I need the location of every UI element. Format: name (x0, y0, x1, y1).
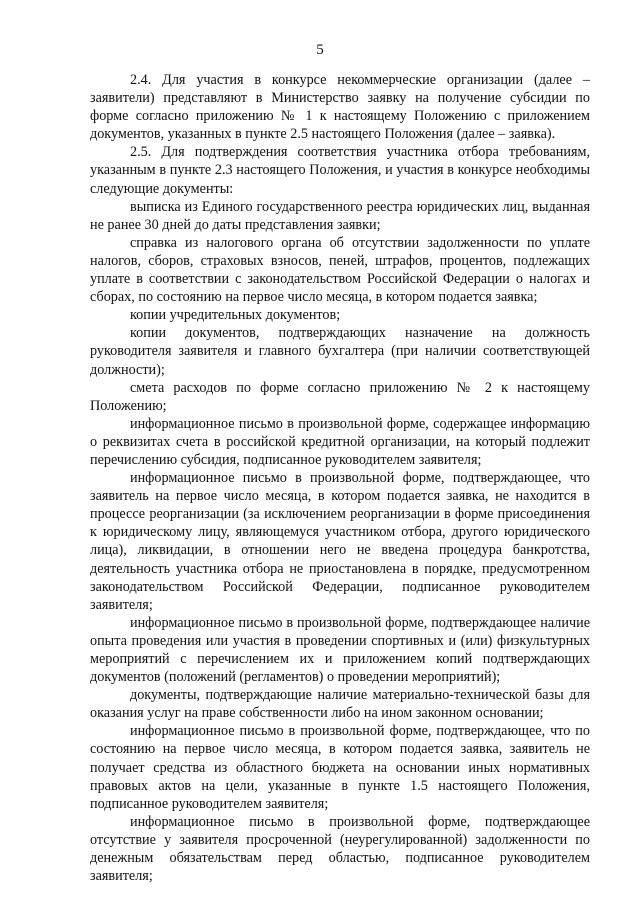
list-item-no-debt-letter: информационное письмо в произвольной форме, подтверждающее отсутствие у заявителя просроченной (неурегулированной) задолженности по денежным обязательствам перед областью, подписанное руководителем заявителя; (90, 813, 590, 885)
list-item-no-reorganization-letter: информационное письмо в произвольной форме, подтверждающее, что заявитель на первое число месяца, в котором подается заявка, не находится в процессе реорганизации (за исключением реорганизации в форме присоединения к юридическому лицу, являющемуся участником отбора, другого юридического лица), ликвидации, в отношении него не введена процедура банкротства, деятельность участника отбора не приостановлена в порядке, предусмотренном законодательством Российской Федерации, подписанное руководителем заявителя; (90, 470, 590, 613)
list-item-cost-estimate: смета расходов по форме согласно приложению № 2 к настоящему Положению; (90, 379, 590, 414)
list-item-tax-certificate: справка из налогового органа об отсутствии задолженности по уплате налогов, сборов, страховых взносов, пеней, штрафов, процентов, подлежащих уплате в соответствии с законодательством Российской Федерации о налогах и сборах, по состоянию на первое число месяца, в котором подается заявка; (90, 234, 590, 306)
document-body (90, 71, 590, 885)
paragraph-2-4: 2.4. Для участия в конкурсе некоммерческие организации (далее – заявители) представляют в Министерство заявку на получение субсидии по форме согласно приложению № 1 к настоящему Положению с приложением документов, указанных в пункте 2.5 настоящего Положения (далее – заявка). (90, 72, 590, 143)
list-item-egrul-extract: выписка из Единого государственного реестра юридических лиц, выданная не ранее 30 дней до даты представления заявки; (90, 198, 590, 233)
list-item-no-budget-funds-letter: информационное письмо в произвольной форме, подтверждающее, что по состоянию на первое число месяца, в котором подается заявка, заявитель не получает средства из областного бюджета на основании иных нормативных правовых актов на цели, указанные в пункте 1.5 настоящего Положения, подписанное руководителем заявителя; (90, 723, 590, 812)
page-number: 5 (316, 42, 324, 58)
list-item-appointment-documents: копии документов, подтверждающих назначение на должность руководителя заявителя и главного бухгалтера (при наличии соответствующей должности); (90, 325, 590, 378)
paragraph-2-5: 2.5. Для подтверждения соответствия участника отбора требованиям, указанным в пункте 2.3 настоящего Положения, и участия в конкурсе необходимы следующие документы: (90, 144, 590, 197)
list-item-material-base-documents: документы, подтверждающие наличие материально-технической базы для оказания услуг на праве собственности либо на ином законном основании; (90, 687, 590, 722)
list-item-bank-account-letter: информационное письмо в произвольной форме, содержащее информацию о реквизитах счета в российской кредитной организации, на который подлежит перечислению субсидия, подписанное руководителем заявителя; (90, 415, 590, 468)
list-item-experience-letter: информационное письмо в произвольной форме, подтверждающее наличие опыта проведения или участия в проведении спортивных и (или) физкультурных мероприятий с перечислением их и приложением копий подтверждающих документов (положений (регламентов) о проведении мероприятий); (90, 614, 590, 686)
list-item-founding-documents: копии учредительных документов; (130, 307, 341, 324)
